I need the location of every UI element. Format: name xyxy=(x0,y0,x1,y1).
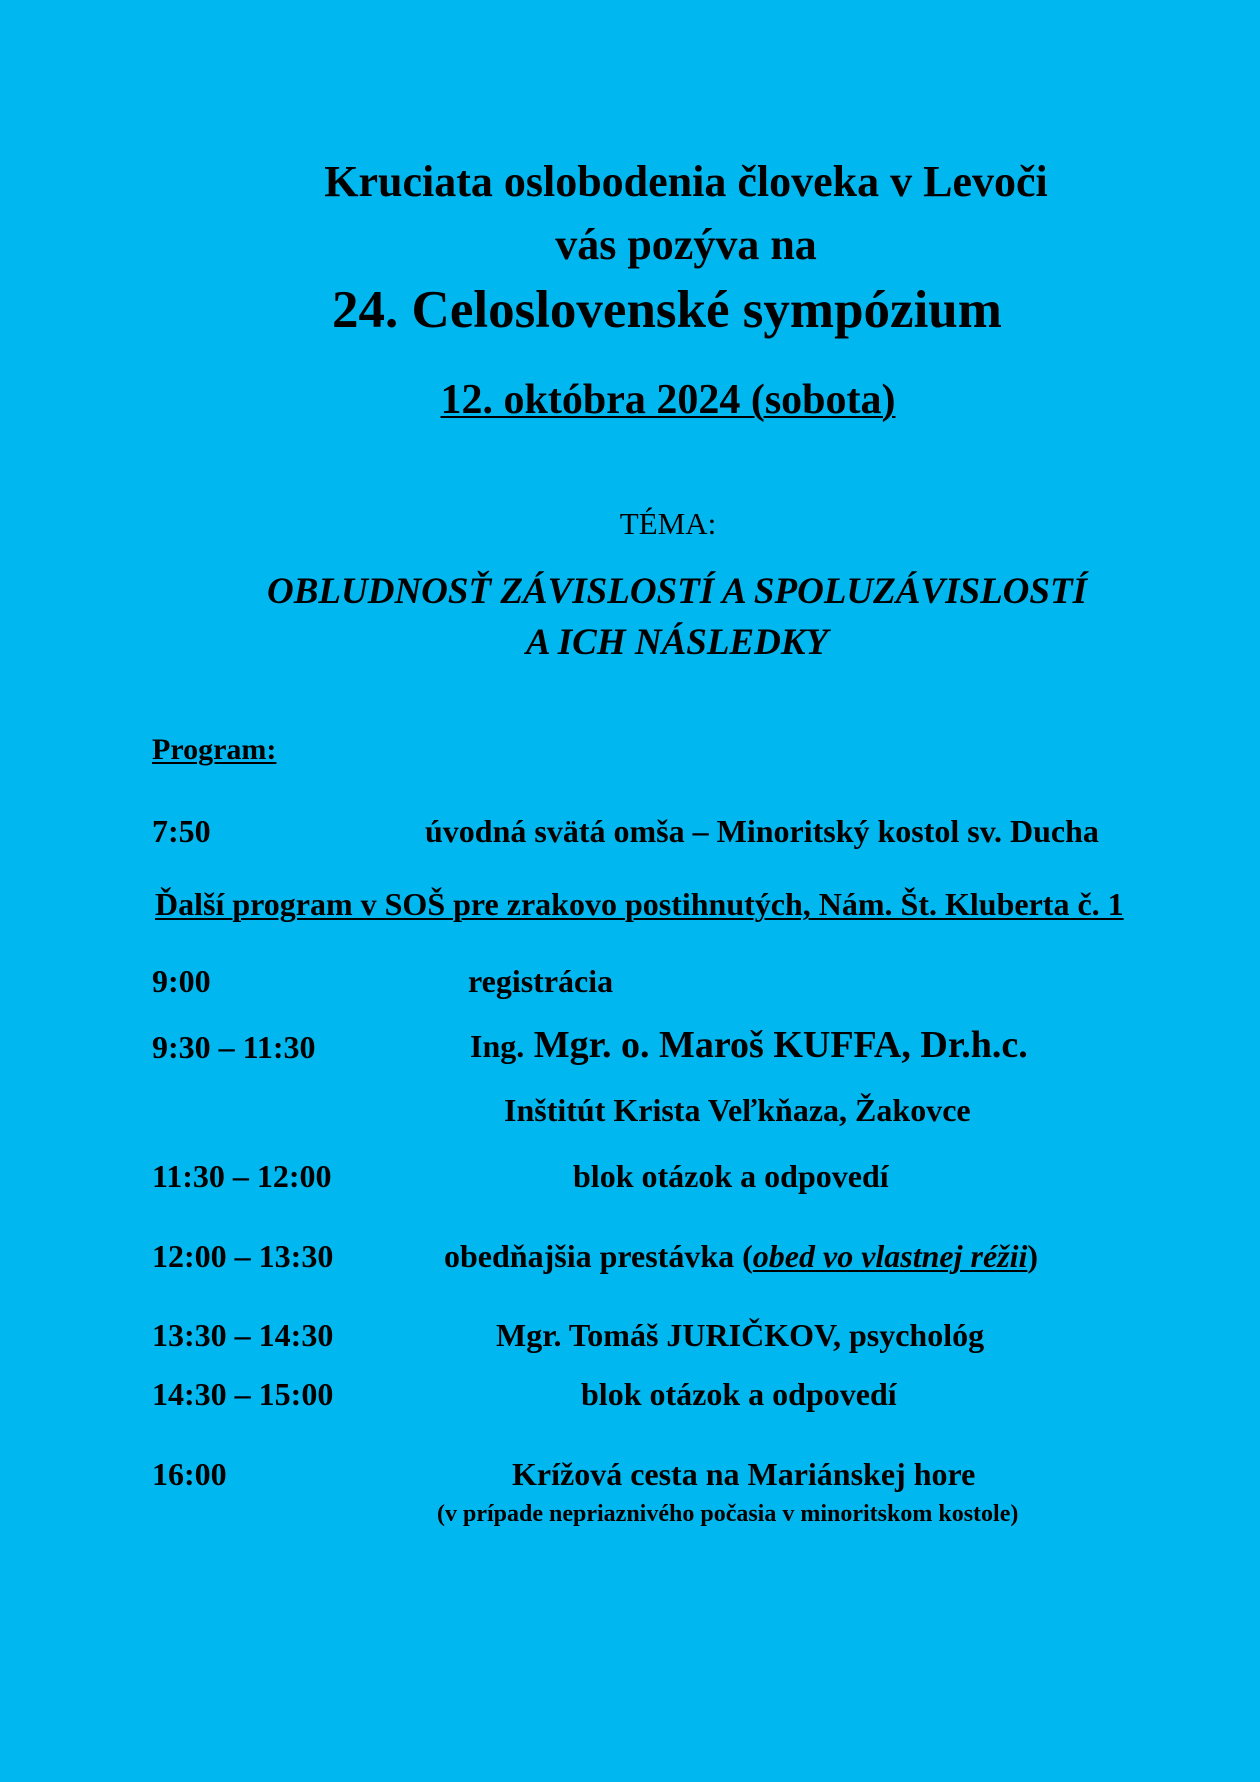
lunch-desc xyxy=(444,1240,1038,1272)
qa1-time: 11:30 – 12:00 xyxy=(152,1158,332,1194)
talk1-speaker xyxy=(470,1026,1028,1064)
talk1-affiliation: Inštitút Krista Veľkňaza, Žakovce xyxy=(504,1092,971,1128)
qa2-time: 14:30 – 15:00 xyxy=(152,1376,334,1412)
talk1-time: 9:30 – 11:30 xyxy=(152,1029,316,1065)
talk2-desc: Mgr. Tomáš JURIČKOV, psychológ xyxy=(496,1317,985,1353)
qa2-desc: blok otázok a odpovedí xyxy=(581,1376,897,1412)
event-title: 24. Celoslovenské sympózium xyxy=(332,281,1002,339)
talk2-time: 13:30 – 14:30 xyxy=(152,1317,334,1353)
mass-time: 7:50 xyxy=(152,813,211,849)
theme-line-2: A ICH NÁSLEDKY xyxy=(525,622,829,663)
mass-desc: úvodná svätá omša – Minoritský kostol sv. Ducha xyxy=(425,813,1099,849)
theme-line-1: OBLUDNOSŤ ZÁVISLOSTÍ A SPOLUZÁVISLOSTÍ xyxy=(267,571,1087,612)
event-date-text: 12. októbra 2024 (sobota) xyxy=(440,377,896,423)
theme-label: TÉMA: xyxy=(619,506,717,541)
invite-line: vás pozýva na xyxy=(555,220,817,269)
talk1-speaker-prefix: Ing. xyxy=(470,1028,525,1064)
lunch-desc-end: ) xyxy=(1027,1238,1039,1274)
stations-note: (v prípade nepriaznivého počasia v minoritskom kostole) xyxy=(437,1501,1019,1527)
lunch-desc-start: obedňajšia prestávka ( xyxy=(444,1238,753,1274)
event-date xyxy=(0,379,1260,421)
lunch-time: 12:00 – 13:30 xyxy=(152,1238,334,1274)
venue-line: Ďalší program v SOŠ pre zrakovo postihnutých, Nám. Št. Kluberta č. 1 xyxy=(155,886,1124,922)
organizer-line: Kruciata oslobodenia človeka v Levoči xyxy=(324,157,1048,206)
lunch-desc-italic: obed vo vlastnej réžii xyxy=(752,1238,1028,1274)
stations-time: 16:00 xyxy=(152,1456,227,1492)
qa1-desc: blok otázok a odpovedí xyxy=(573,1158,889,1194)
talk1-speaker-name: Mgr. o. Maroš KUFFA, Dr.h.c. xyxy=(524,1024,1028,1066)
stations-desc: Krížová cesta na Mariánskej hore xyxy=(512,1456,976,1492)
registration-time: 9:00 xyxy=(152,963,211,999)
registration-desc: registrácia xyxy=(468,963,614,999)
program-label: Program: xyxy=(152,733,277,766)
